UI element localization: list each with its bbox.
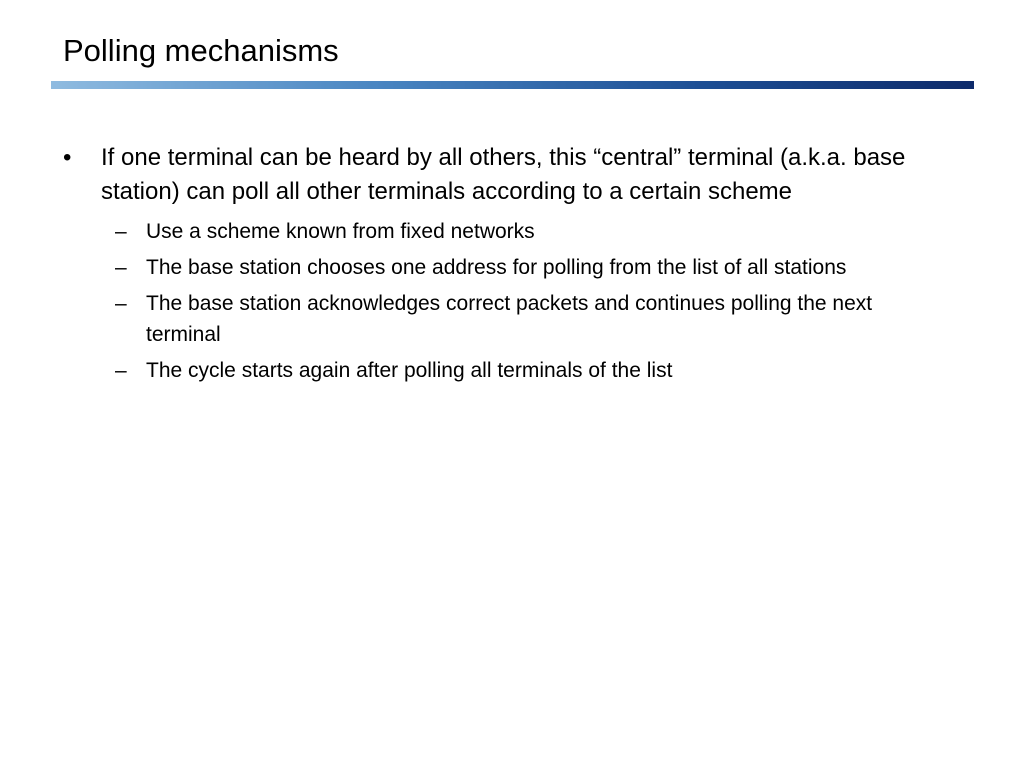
sub-bullet-item — [101, 252, 943, 283]
bullet-item — [63, 141, 943, 209]
sub-bullet-item — [101, 288, 943, 350]
bullet-text: If one terminal can be heard by all others, this “central” terminal (a.k.a. base station) can poll all other terminals according to a certain scheme — [101, 144, 906, 205]
slide-title: Polling mechanisms — [63, 33, 339, 68]
sub-bullet-item — [101, 355, 943, 386]
dash-marker: – — [115, 256, 127, 279]
dash-marker: – — [115, 359, 127, 382]
dash-marker: – — [115, 292, 127, 315]
bullet-marker: • — [63, 144, 72, 171]
title-divider — [51, 81, 974, 89]
slide-body — [63, 141, 943, 391]
sub-bullet-text: The cycle starts again after polling all terminals of the list — [146, 359, 673, 382]
sub-bullet-text: Use a scheme known from fixed networks — [146, 220, 535, 243]
sub-bullet-list — [63, 216, 943, 386]
sub-bullet-text: The base station chooses one address for polling from the list of all stations — [146, 256, 847, 279]
sub-bullet-item — [101, 216, 943, 247]
dash-marker: – — [115, 220, 127, 243]
sub-bullet-text: The base station acknowledges correct packets and continues polling the next terminal — [146, 292, 873, 346]
